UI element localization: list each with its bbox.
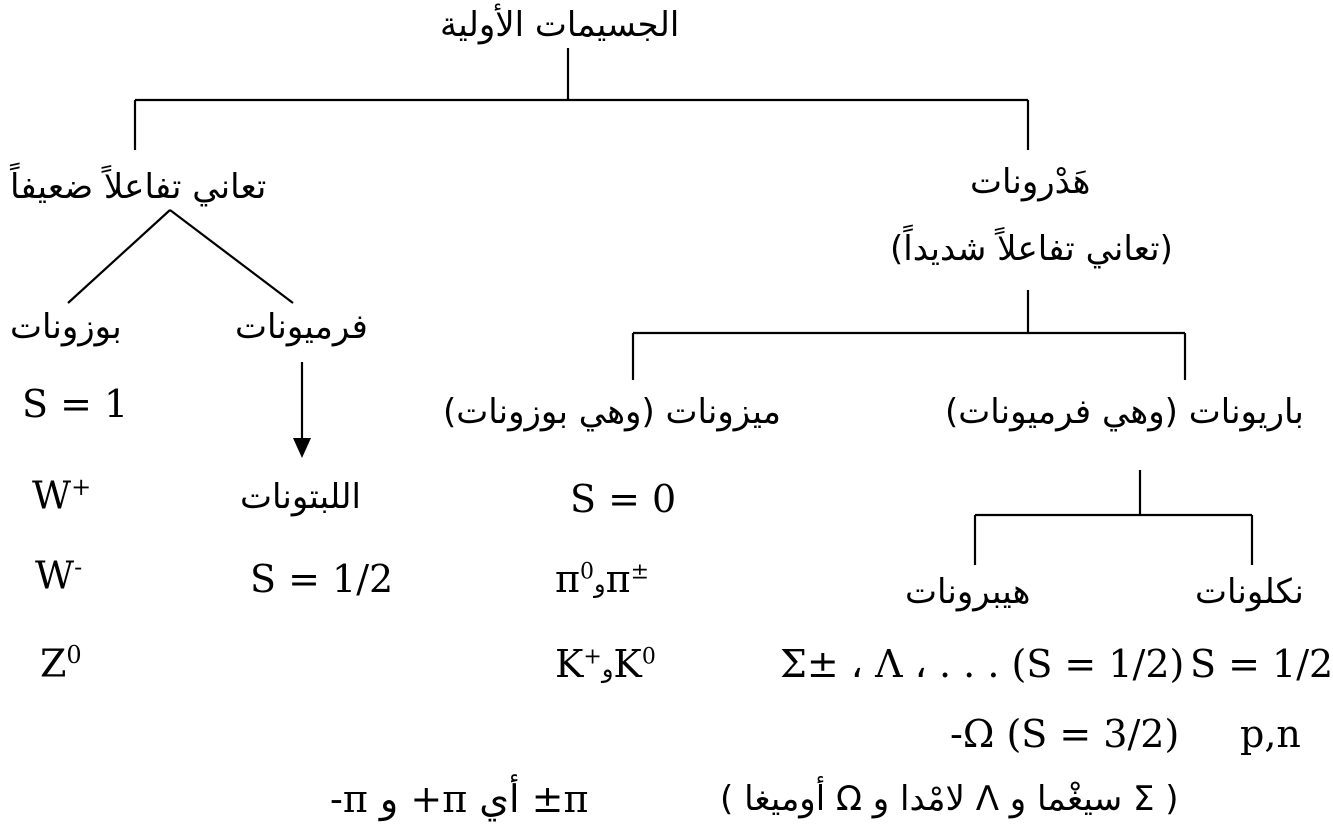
greek-footnote: ( Σ سيغْما و Λ لامْدا و Ω أوميغا ) bbox=[720, 779, 1179, 819]
hadrons-note: (تعاني تفاعلاً شديداً) bbox=[890, 229, 1173, 269]
w-minus: W- bbox=[35, 553, 83, 598]
mesons-label: ميزونات (وهي بوزونات) bbox=[443, 392, 782, 432]
weak-to-bosons bbox=[68, 210, 170, 303]
fermion-arrow-head bbox=[293, 438, 311, 458]
mesons-spin: S = 0 bbox=[570, 477, 677, 521]
root-label: الجسيمات الأولية bbox=[440, 5, 680, 45]
bosons-spin: S = 1 bbox=[22, 382, 129, 426]
pion-footnote: π± أي π+ و π- bbox=[330, 777, 589, 821]
hadrons-label: هَدْرونات bbox=[970, 162, 1091, 202]
kaon-pair: K+وK$^0$ bbox=[555, 642, 656, 686]
pion-pair: $\pi^0و\pi^\pm$ bbox=[555, 557, 649, 601]
weak-to-fermions bbox=[170, 210, 293, 303]
nucleons-spin: S = 1/2 bbox=[1190, 642, 1333, 686]
leptons-label: اللبتونات bbox=[240, 477, 361, 517]
bosons-label: بوزونات bbox=[10, 307, 122, 347]
nucleon-members: p,n bbox=[1240, 712, 1301, 756]
weak-interaction-label: تعاني تفاعلاً ضعيفاً bbox=[10, 167, 267, 207]
baryons-label: باريونات (وهي فرميونات) bbox=[945, 392, 1304, 432]
hyperons-line-1: (S = 1/2) . . . ، Σ± ، Λ bbox=[780, 642, 1185, 686]
hyperons-label: هيبرونات bbox=[905, 572, 1031, 612]
hyperons-line-2: (S = 3/2) Ω- bbox=[950, 712, 1180, 756]
nucleons-label: نكلونات bbox=[1195, 572, 1304, 612]
fermions-label: فرميونات bbox=[235, 307, 368, 347]
z-zero: $Z^0$ bbox=[40, 641, 82, 686]
leptons-spin: S = 1/2 bbox=[250, 557, 394, 601]
w-plus: W+ bbox=[32, 473, 92, 518]
